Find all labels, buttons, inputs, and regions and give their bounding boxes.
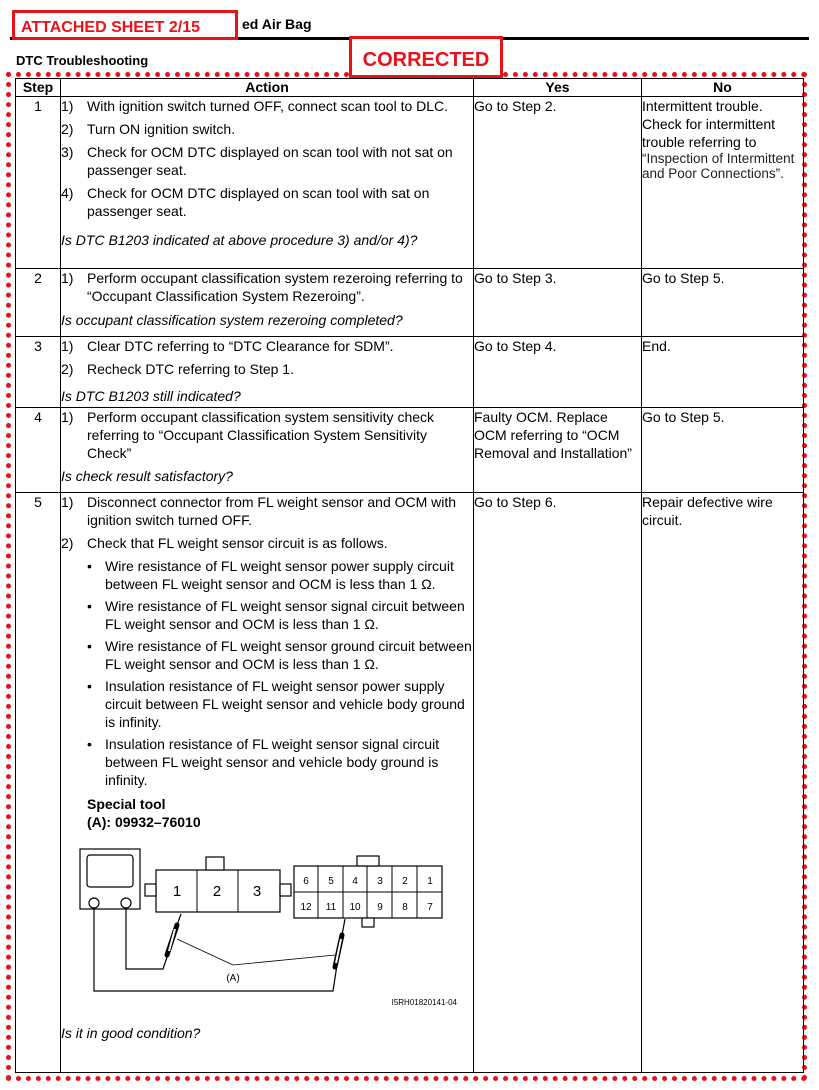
- no-cell: Go to Step 5.: [642, 269, 804, 337]
- bullet-item: • Insulation resistance of FL weight sensor signal circuit between FL weight sensor and vehicle body ground is infinity.: [87, 736, 440, 788]
- action-item: 1) With ignition switch turned OFF, connect scan tool to DLC.: [61, 98, 449, 114]
- dtc-table: [15, 78, 804, 1073]
- svg-text:10: 10: [349, 902, 361, 913]
- table-row: [16, 408, 804, 493]
- probe-label: (A): [226, 973, 240, 984]
- step-number: 2: [16, 269, 61, 337]
- probe-wire-icon: [126, 908, 169, 969]
- connector-diagram: [61, 847, 467, 1027]
- yes-cell: Go to Step 2.: [474, 97, 642, 269]
- yes-cell: Go to Step 4.: [474, 337, 642, 408]
- svg-text:1: 1: [427, 876, 433, 887]
- svg-text:8: 8: [402, 902, 408, 913]
- svg-text:4: 4: [352, 876, 358, 887]
- col-header-yes: Yes: [474, 79, 642, 97]
- attached-sheet-stamp: ATTACHED SHEET 2/15: [12, 10, 238, 40]
- question-text: Is DTC B1203 indicated at above procedure 3) and/or 4)?: [61, 232, 418, 248]
- step-number: 5: [16, 493, 61, 1073]
- multimeter-display: [87, 855, 133, 887]
- yes-cell: Faulty OCM. Replace OCM referring to “OCM Removal and Installation”: [474, 408, 642, 493]
- question-text: Is check result satisfactory?: [61, 468, 233, 484]
- col-header-no: No: [642, 79, 804, 97]
- step-number: 4: [16, 408, 61, 493]
- table-row: [16, 493, 804, 1073]
- yes-cell: Go to Step 6.: [474, 493, 642, 1073]
- action-cell: [61, 97, 474, 269]
- action-item: 1) Perform occupant classification system rezeroing referring to “Occupant Classification System Rezeroing”.: [61, 270, 463, 304]
- no-cell: Go to Step 5.: [642, 408, 804, 493]
- svg-text:7: 7: [427, 902, 433, 913]
- special-tool-label: Special tool: [87, 796, 166, 812]
- svg-text:2: 2: [402, 876, 408, 887]
- svg-text:11: 11: [325, 902, 337, 913]
- action-item: 1) Disconnect connector from FL weight sensor and OCM with ignition switch turned OFF.: [61, 494, 457, 528]
- probe-wire-icon: [94, 908, 337, 991]
- no-cell: [642, 97, 804, 269]
- action-cell: [61, 493, 474, 1073]
- bullet-item: • Wire resistance of FL weight sensor power supply circuit between FL weight sensor and OCM is less than 1 Ω.: [87, 558, 454, 592]
- section-title: DTC Troubleshooting: [16, 53, 149, 68]
- action-item: 1) Perform occupant classification system sensitivity check referring to “Occupant Classification System Sensitivity Check”: [61, 409, 435, 461]
- action-item: 2) Recheck DTC referring to Step 1.: [61, 361, 294, 377]
- action-cell: [61, 269, 474, 337]
- page-header-title: ed Air Bag: [242, 16, 312, 32]
- yes-cell: Go to Step 3.: [474, 269, 642, 337]
- table-row: [16, 269, 804, 337]
- no-cell: End.: [642, 337, 804, 408]
- question-text: Is occupant classification system rezeroing completed?: [61, 312, 403, 328]
- table-row: [16, 337, 804, 408]
- question-text: Is it in good condition?: [61, 1025, 201, 1041]
- action-item: 2) Turn ON ignition switch.: [61, 121, 236, 137]
- no-cell: Repair defective wire circuit.: [642, 493, 804, 1073]
- step-number: 3: [16, 337, 61, 408]
- table-row: [16, 97, 804, 269]
- svg-text:5: 5: [328, 876, 334, 887]
- svg-text:3: 3: [377, 876, 383, 887]
- bullet-item: • Insulation resistance of FL weight sensor power supply circuit between FL weight sensor and vehicle body ground is infinity.: [87, 678, 465, 730]
- step-number: 1: [16, 97, 61, 269]
- corrected-stamp: CORRECTED: [349, 36, 503, 78]
- action-item: 2) Check that FL weight sensor circuit is as follows.: [61, 535, 388, 551]
- col-header-action: Action: [61, 79, 474, 97]
- bullet-item: • Wire resistance of FL weight sensor ground circuit between FL weight sensor and OCM is less than 1 Ω.: [87, 638, 472, 672]
- action-item: 3) Check for OCM DTC displayed on scan tool with not sat on passenger seat.: [61, 144, 453, 178]
- action-item: 1) Clear DTC referring to “DTC Clearance for SDM”.: [61, 338, 394, 354]
- special-tool-value: (A): 09932–76010: [87, 814, 201, 830]
- no-text: Intermittent trouble. Check for intermittent trouble referring to: [642, 98, 776, 150]
- table-header-row: [16, 79, 804, 97]
- question-text: Is DTC B1203 still indicated?: [61, 388, 241, 404]
- svg-text:3: 3: [252, 883, 262, 900]
- svg-text:12: 12: [300, 902, 312, 913]
- action-cell: [61, 337, 474, 408]
- svg-text:2: 2: [212, 883, 222, 900]
- col-header-step: Step: [16, 79, 61, 97]
- svg-text:1: 1: [172, 883, 182, 900]
- no-link-text: “Inspection of Intermittent and Poor Connections”.: [642, 151, 795, 181]
- figure-code: I5RH01820141-04: [391, 998, 457, 1007]
- bullet-item: • Wire resistance of FL weight sensor signal circuit between FL weight sensor and OCM is less than 1 Ω.: [87, 598, 465, 632]
- svg-text:6: 6: [303, 876, 309, 887]
- svg-text:9: 9: [377, 902, 383, 913]
- action-cell: [61, 408, 474, 493]
- action-item: 4) Check for OCM DTC displayed on scan tool with sat on passenger seat.: [61, 185, 430, 219]
